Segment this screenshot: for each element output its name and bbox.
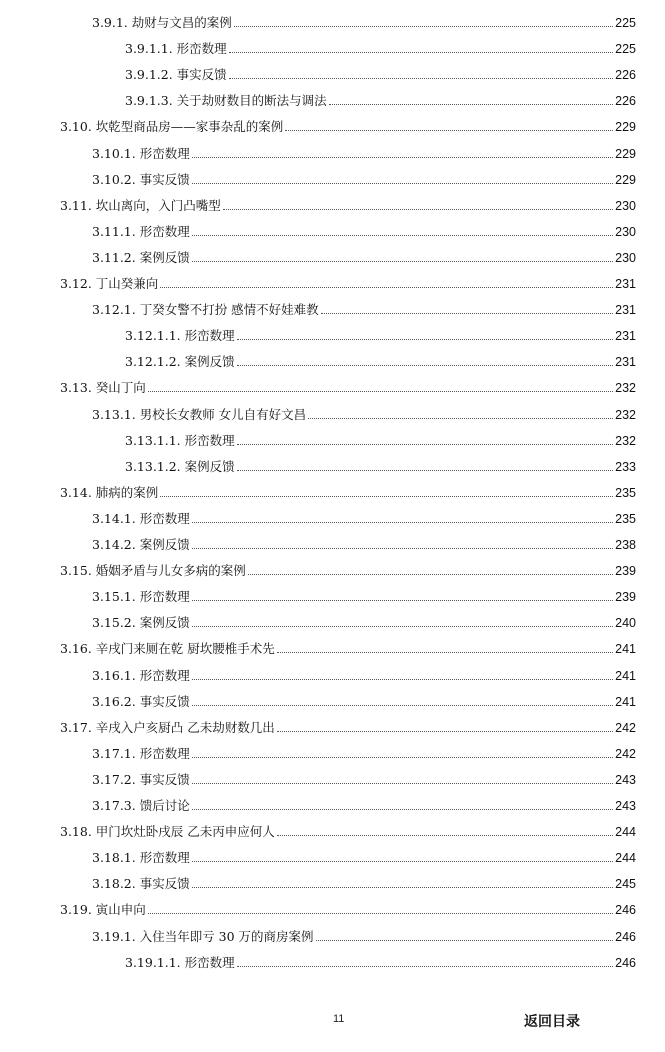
dot-leader xyxy=(329,104,613,105)
toc-entry[interactable] xyxy=(60,557,636,579)
toc-entry-page: 231 xyxy=(615,303,636,318)
toc-entry-page: 243 xyxy=(615,772,636,787)
toc-entry[interactable] xyxy=(92,244,636,266)
toc-entry[interactable] xyxy=(60,270,636,292)
dot-leader xyxy=(192,887,613,888)
toc-entry-page: 242 xyxy=(615,746,636,761)
toc-entry[interactable] xyxy=(125,87,636,109)
toc-entry-title: 3.12.1.2. 案例反馈 xyxy=(125,354,235,370)
dot-leader xyxy=(277,731,613,732)
dot-leader xyxy=(234,26,613,27)
toc-entry-page: 232 xyxy=(615,433,636,448)
toc-entry-title: 3.15.2. 案例反馈 xyxy=(92,615,190,631)
toc-entry[interactable] xyxy=(125,427,636,449)
toc-entry-title: 3.11.2. 案例反馈 xyxy=(92,249,190,265)
toc-entry[interactable] xyxy=(125,949,636,971)
toc-entry-page: 246 xyxy=(615,903,636,918)
dot-leader xyxy=(237,339,613,340)
toc-entry[interactable] xyxy=(60,374,636,396)
toc-entry[interactable] xyxy=(92,9,636,31)
toc-entry-title: 3.18.2. 事实反馈 xyxy=(92,876,190,892)
toc-entry[interactable] xyxy=(125,61,636,83)
toc-entry-title: 3.13. 癸山丁向 xyxy=(60,380,146,396)
toc-entry-title: 3.14. 肺病的案例 xyxy=(60,484,159,500)
dot-leader xyxy=(248,574,613,575)
dot-leader xyxy=(237,444,613,445)
toc-entry-title: 3.12.1. 丁癸女警不打扮 感情不好娃难教 xyxy=(92,302,319,318)
dot-leader xyxy=(285,130,613,131)
toc-entry-title: 3.13.1.1. 形峦数理 xyxy=(125,432,235,448)
toc-entry[interactable] xyxy=(60,896,636,918)
toc-entry-title: 3.10.2. 事实反馈 xyxy=(92,171,190,187)
dot-leader xyxy=(192,705,613,706)
dot-leader xyxy=(308,418,613,419)
toc-entry[interactable] xyxy=(92,923,636,945)
toc-entry-page: 244 xyxy=(615,851,636,866)
dot-leader xyxy=(321,313,613,314)
dot-leader xyxy=(192,757,613,758)
toc-entry-title: 3.16. 辛戌门来厕在乾 厨坎腰椎手术先 xyxy=(60,641,275,657)
toc-entry-page: 230 xyxy=(615,250,636,265)
dot-leader xyxy=(148,913,613,914)
dot-leader xyxy=(160,496,613,497)
toc-entry-title: 3.11. 坎山离向，入门凸嘴型 xyxy=(60,197,221,213)
dot-leader xyxy=(223,209,613,210)
dot-leader xyxy=(192,548,613,549)
toc-entry[interactable] xyxy=(92,140,636,162)
dot-leader xyxy=(277,835,613,836)
toc-entry-page: 242 xyxy=(615,720,636,735)
toc-entry-page: 240 xyxy=(615,616,636,631)
toc-entry-title: 3.12. 丁山癸兼向 xyxy=(60,276,159,291)
toc-entry[interactable] xyxy=(92,844,636,866)
toc-entry[interactable] xyxy=(92,609,636,631)
dot-leader xyxy=(237,365,613,366)
toc-entry[interactable] xyxy=(92,505,636,527)
toc-entry-page: 229 xyxy=(615,172,636,187)
toc-entry-title: 3.9.1.1. 形峦数理 xyxy=(125,41,227,57)
toc-entry[interactable] xyxy=(60,113,636,135)
toc-entry-page: 246 xyxy=(615,955,636,970)
toc-entry[interactable] xyxy=(92,688,636,710)
toc-entry[interactable] xyxy=(125,35,636,57)
dot-leader xyxy=(237,470,613,471)
toc-entry-title: 3.9.1.3. 关于劫财数目的断法与调法 xyxy=(125,93,327,109)
toc-entry-page: 229 xyxy=(615,120,636,135)
toc-entry-title: 3.10. 坎乾型商品房——家事杂乱的案例 xyxy=(60,119,284,135)
toc-entry-page: 245 xyxy=(615,877,636,892)
toc-entry[interactable] xyxy=(125,453,636,475)
dot-leader xyxy=(229,78,613,79)
toc-entry-title: 3.17.3. 馈后讨论 xyxy=(92,798,190,813)
toc-entry-page: 230 xyxy=(615,198,636,213)
toc-entry[interactable] xyxy=(92,766,636,788)
toc-entry-page: 243 xyxy=(615,799,636,813)
toc-entry-page: 226 xyxy=(615,68,636,83)
toc-entry-title: 3.19.1.1. 形峦数理 xyxy=(125,954,235,970)
toc-entry[interactable] xyxy=(92,166,636,188)
toc-entry-title: 3.11.1. 形峦数理 xyxy=(92,223,190,239)
toc-entry-page: 225 xyxy=(615,16,636,30)
toc-entry[interactable] xyxy=(125,322,636,344)
dot-leader xyxy=(192,157,613,158)
dot-leader xyxy=(237,966,613,967)
toc-entry-title: 3.15.1. 形峦数理 xyxy=(92,589,190,605)
toc-entry-page: 233 xyxy=(615,459,636,474)
toc-entry-title: 3.9.1. 劫财与文昌的案例 xyxy=(92,15,232,30)
toc-entry[interactable] xyxy=(92,870,636,892)
toc-entry-title: 3.12.1.1. 形峦数理 xyxy=(125,328,235,344)
toc-entry[interactable] xyxy=(92,792,636,814)
toc-entry-title: 3.16.2. 事实反馈 xyxy=(92,693,190,709)
toc-entry-page: 238 xyxy=(615,538,636,552)
toc-entry-page: 235 xyxy=(615,511,636,526)
dot-leader xyxy=(192,235,613,236)
toc-entry-title: 3.17. 辛戌入户亥厨凸 乙未劫财数几出 xyxy=(60,719,275,735)
toc-entry-page: 235 xyxy=(615,485,636,500)
dot-leader xyxy=(192,861,613,862)
dot-leader xyxy=(148,391,613,392)
toc-entry-page: 232 xyxy=(615,381,636,396)
toc-entry-title: 3.18. 甲门坎灶卧戌辰 乙未丙申应何人 xyxy=(60,824,275,840)
toc-entry-page: 246 xyxy=(615,929,636,944)
toc-entry-page: 239 xyxy=(615,590,636,605)
return-to-contents-link[interactable]: 返回目录 xyxy=(524,1014,580,1030)
toc-entry-title: 3.13.1.2. 案例反馈 xyxy=(125,458,235,474)
toc-entry-page: 231 xyxy=(615,355,636,370)
toc-entry-title: 3.14.2. 案例反馈 xyxy=(92,537,190,552)
toc-entry-page: 244 xyxy=(615,825,636,840)
toc-entry-title: 3.17.1. 形峦数理 xyxy=(92,745,190,761)
toc-entry[interactable] xyxy=(92,401,636,423)
dot-leader xyxy=(192,809,613,810)
toc-entry-title: 3.13.1. 男校长女教师 女儿自有好文昌 xyxy=(92,406,307,422)
dot-leader xyxy=(192,679,613,680)
dot-leader xyxy=(192,600,613,601)
toc-entry-title: 3.16.1. 形峦数理 xyxy=(92,667,190,683)
dot-leader xyxy=(192,183,613,184)
toc-entry-page: 231 xyxy=(615,329,636,344)
toc-entry-page: 229 xyxy=(615,146,636,161)
toc-entry-title: 3.17.2. 事实反馈 xyxy=(92,771,190,787)
toc-entry-page: 225 xyxy=(615,42,636,57)
toc-entry-title: 3.15. 婚姻矛盾与儿女多病的案例 xyxy=(60,563,246,579)
toc-entry[interactable] xyxy=(92,296,636,318)
toc-entry-title: 3.18.1. 形峦数理 xyxy=(92,850,190,866)
toc-entry-page: 230 xyxy=(615,224,636,239)
dot-leader xyxy=(160,287,613,288)
toc-entry[interactable] xyxy=(92,531,636,553)
toc-entry-page: 241 xyxy=(615,694,636,709)
toc-entry[interactable] xyxy=(60,192,636,214)
dot-leader xyxy=(229,52,613,53)
toc-entry-page: 231 xyxy=(615,277,636,291)
toc-entry-title: 3.19.1. 入住当年即亏 30 万的商房案例 xyxy=(92,928,314,944)
toc-entry-page: 241 xyxy=(615,642,636,657)
toc-entry-page: 232 xyxy=(615,407,636,422)
page-number: 11 xyxy=(333,1013,345,1025)
toc-entry[interactable] xyxy=(60,635,636,657)
dot-leader xyxy=(192,626,613,627)
toc-entry-title: 3.14.1. 形峦数理 xyxy=(92,510,190,526)
dot-leader xyxy=(316,940,613,941)
toc-entry-page: 241 xyxy=(615,668,636,683)
toc-entry[interactable] xyxy=(92,218,636,240)
toc-entry-title: 3.19. 寅山申向 xyxy=(60,902,146,918)
toc-entry-page: 226 xyxy=(615,94,636,109)
dot-leader xyxy=(192,522,613,523)
dot-leader xyxy=(192,783,613,784)
toc-entry[interactable] xyxy=(92,740,636,762)
toc-entry-title: 3.9.1.2. 事实反馈 xyxy=(125,67,227,83)
dot-leader xyxy=(192,261,613,262)
toc-entry[interactable] xyxy=(60,479,636,501)
toc-entry-title: 3.10.1. 形峦数理 xyxy=(92,145,190,161)
toc-entry[interactable] xyxy=(125,348,636,370)
toc-entry[interactable] xyxy=(60,818,636,840)
toc-entry[interactable] xyxy=(92,583,636,605)
toc-entry[interactable] xyxy=(92,662,636,684)
dot-leader xyxy=(277,652,613,653)
toc-entry[interactable] xyxy=(60,714,636,736)
toc-entry-page: 239 xyxy=(615,564,636,579)
